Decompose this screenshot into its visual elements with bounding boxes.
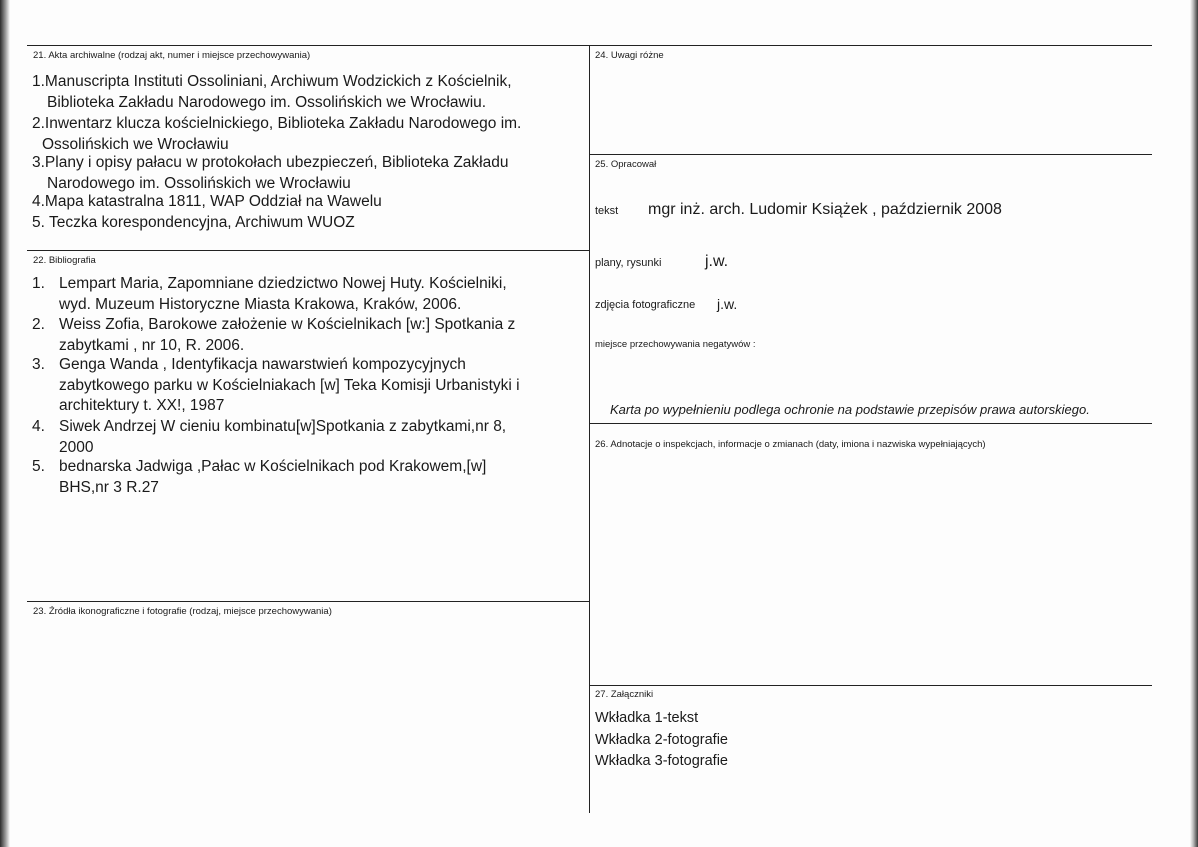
bibliography-item — [32, 417, 506, 458]
bibliography-item — [32, 315, 515, 356]
scan-edge-left — [0, 0, 10, 847]
bibliography-number: 1. — [32, 275, 45, 292]
bibliography-item — [32, 355, 520, 417]
tekst-value: mgr inż. arch. Ludomir Książek , październik 2008 — [648, 201, 1002, 218]
bibliography-number: 4. — [32, 418, 45, 435]
bibliography-number: 2. — [32, 316, 45, 333]
bibliography-line: wyd. Muzeum Historyczne Miasta Krakowa, Kraków, 2006. — [59, 295, 462, 313]
zdjecia-label: zdjęcia fotograficzne — [595, 299, 696, 311]
attachment-item: Wkładka 1-tekst — [595, 710, 699, 726]
archive-item-line: Ossolińskich we Wrocławiu — [42, 135, 229, 153]
bibliography-line: Lempart Maria, Zapomniane dziedzictwo Nowej Huty. Kościelniki, — [59, 275, 507, 292]
bibliography-number: 5. — [32, 458, 45, 475]
divider-24-25 — [589, 154, 1152, 155]
bibliography-line: zabytkami , nr 10, R. 2006. — [59, 336, 245, 354]
scan-edge-right — [1190, 0, 1198, 847]
plany-label: plany, rysunki — [595, 257, 662, 269]
archive-item-line: 5. Teczka korespondencyjna, Archiwum WUOZ — [32, 214, 355, 231]
bibliography-line: Genga Wanda , Identyfikacja nawarstwień kompozycyjnych — [59, 356, 466, 373]
section-22-header: 22. Bibliografia — [33, 255, 96, 266]
bibliography-line: 2000 — [59, 438, 94, 456]
section-27-header: 27. Załączniki — [595, 689, 654, 700]
archive-item-line: Narodowego im. Ossolińskich we Wrocławiu — [47, 174, 351, 192]
column-divider — [589, 45, 590, 813]
archive-item-line: 2.Inwentarz klucza kościelnickiego, Biblioteka Zakładu Narodowego im. — [32, 115, 522, 132]
bibliography-number: 3. — [32, 356, 45, 373]
archive-item-line: Biblioteka Zakładu Narodowego im. Ossolińskich we Wrocławiu. — [47, 93, 487, 111]
bibliography-line: zabytkowego parku w Kościelniakach [w] Teka Komisji Urbanistyki i — [59, 376, 520, 394]
divider-25-26 — [589, 423, 1152, 424]
section-21-header: 21. Akta archiwalne (rodzaj akt, numer i miejsce przechowywania) — [33, 50, 311, 61]
plany-value: j.w. — [705, 253, 729, 270]
section-24-header: 24. Uwagi różne — [595, 50, 664, 61]
archive-item — [32, 153, 508, 194]
section-26-header: 26. Adnotacje o inspekcjach, informacje o zmianach (daty, imiona i nazwiska wypełniających) — [595, 439, 986, 450]
archive-item — [32, 213, 355, 234]
zdjecia-value: j.w. — [717, 296, 738, 312]
bibliography-line: bednarska Jadwiga ,Pałac w Kościelnikach pod Krakowem,[w] — [59, 458, 487, 475]
bibliography-item — [32, 457, 486, 498]
archive-item — [32, 192, 382, 213]
attachment-item: Wkładka 3-fotografie — [595, 753, 728, 769]
divider-22-23 — [27, 601, 589, 602]
section-25-header: 25. Opracował — [595, 159, 657, 170]
copyright-note: Karta po wypełnieniu podlega ochronie na podstawie przepisów prawa autorskiego. — [610, 402, 1090, 417]
tekst-label: tekst — [595, 205, 619, 217]
attachment-list — [595, 708, 728, 773]
archive-item — [32, 72, 512, 113]
divider-21-22 — [27, 250, 589, 251]
divider-26-27 — [589, 685, 1152, 686]
bibliography-item — [32, 274, 507, 315]
attachment-item: Wkładka 2-fotografie — [595, 731, 728, 748]
bibliography-line: architektury t. XX!, 1987 — [59, 397, 225, 414]
section-23-header: 23. Źródła ikonograficzne i fotografie (rodzaj, miejsce przechowywania) — [33, 606, 332, 617]
negatywy-label: miejsce przechowywania negatywów : — [595, 339, 756, 350]
archive-item-line: 1.Manuscripta Instituti Ossoliniani, Archiwum Wodzickich z Kościelnik, — [32, 73, 512, 90]
archive-item — [32, 114, 521, 155]
archive-item-line: 3.Plany i opisy pałacu w protokołach ubezpieczeń, Biblioteka Zakładu — [32, 154, 509, 171]
bibliography-line: BHS,nr 3 R.27 — [59, 478, 159, 496]
bibliography-line: Weiss Zofia, Barokowe założenie w Kościelnikach [w:] Spotkania z — [59, 316, 516, 333]
archive-item-line: 4.Mapa katastralna 1811, WAP Oddział na Wawelu — [32, 193, 382, 210]
bibliography-line: Siwek Andrzej W cieniu kombinatu[w]Spotkania z zabytkami,nr 8, — [59, 418, 507, 435]
